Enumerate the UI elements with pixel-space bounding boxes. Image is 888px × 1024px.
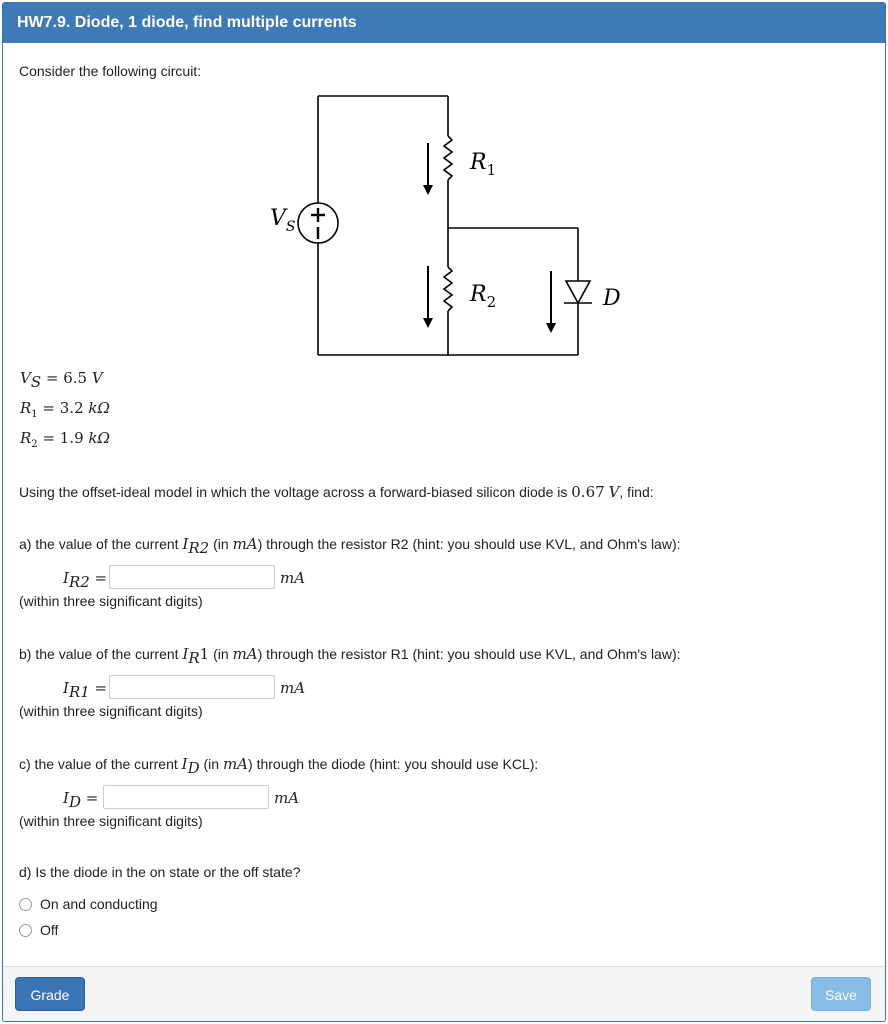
model-description: Using the offset-ideal model in which the voltage across a forward-biased silicon diode is 0.67 V, find: bbox=[19, 483, 654, 501]
answer-b-input[interactable] bbox=[109, 675, 275, 699]
question-c-text: c) the value of the current $I_D$ (in mA) through the diode (hint: you should use KCL): bbox=[19, 755, 539, 777]
panel-footer bbox=[3, 966, 885, 1022]
answer-c-note: (within three significant digits) bbox=[19, 813, 203, 829]
circuit-diagram bbox=[258, 91, 638, 361]
r2-label: $R_2$ bbox=[470, 282, 497, 311]
intro-text: Consider the following circuit: bbox=[19, 63, 202, 79]
diode-label: D bbox=[603, 286, 621, 311]
radio-off[interactable] bbox=[19, 924, 32, 937]
radio-off-label[interactable]: Off bbox=[40, 922, 59, 938]
answer-a-note: (within three significant digits) bbox=[19, 593, 203, 609]
question-a-equation-label: $I_{R2}$ = bbox=[63, 569, 108, 591]
grade-button[interactable]: Grade bbox=[15, 977, 85, 1011]
answer-b-unit: mA bbox=[280, 679, 306, 697]
answer-a-unit: mA bbox=[280, 569, 306, 587]
param-r1: $R_1 = 3.2$ kΩ bbox=[20, 399, 110, 420]
save-button[interactable]: Save bbox=[811, 977, 871, 1011]
radio-on-conducting[interactable] bbox=[19, 898, 32, 911]
question-a-text: a) the value of the current $I_{R2}$ (in mA) through the resistor R2 (hint: you should use KVL, and Ohm's law): bbox=[19, 535, 681, 557]
vs-label: $V_S$ bbox=[270, 206, 296, 235]
question-panel bbox=[2, 2, 886, 1022]
question-b-equation-label: $I_{R1}$ = bbox=[63, 679, 108, 701]
answer-b-note: (within three significant digits) bbox=[19, 703, 203, 719]
answer-c-input[interactable] bbox=[103, 785, 269, 809]
question-c-equation-label: $I_D$ = bbox=[63, 789, 99, 811]
r1-label: $R_1$ bbox=[470, 150, 497, 179]
question-title: HW7.9. Diode, 1 diode, find multiple currents bbox=[3, 3, 885, 43]
param-vs: $V_S = 6.5$ V bbox=[20, 369, 103, 391]
diode-symbol bbox=[566, 281, 590, 303]
param-r2: $R_2 = 1.9$ kΩ bbox=[20, 429, 110, 450]
radio-on-conducting-label[interactable]: On and conducting bbox=[40, 896, 158, 912]
answer-c-unit: mA bbox=[274, 789, 300, 807]
answer-a-input[interactable] bbox=[109, 565, 275, 589]
question-d-text: d) Is the diode in the on state or the off state? bbox=[19, 864, 301, 880]
voltage-source-symbol bbox=[311, 208, 325, 239]
question-b-text: b) the value of the current $I_R1$ (in mA) through the resistor R1 (hint: you should use KVL, and Ohm's law): bbox=[19, 645, 681, 667]
